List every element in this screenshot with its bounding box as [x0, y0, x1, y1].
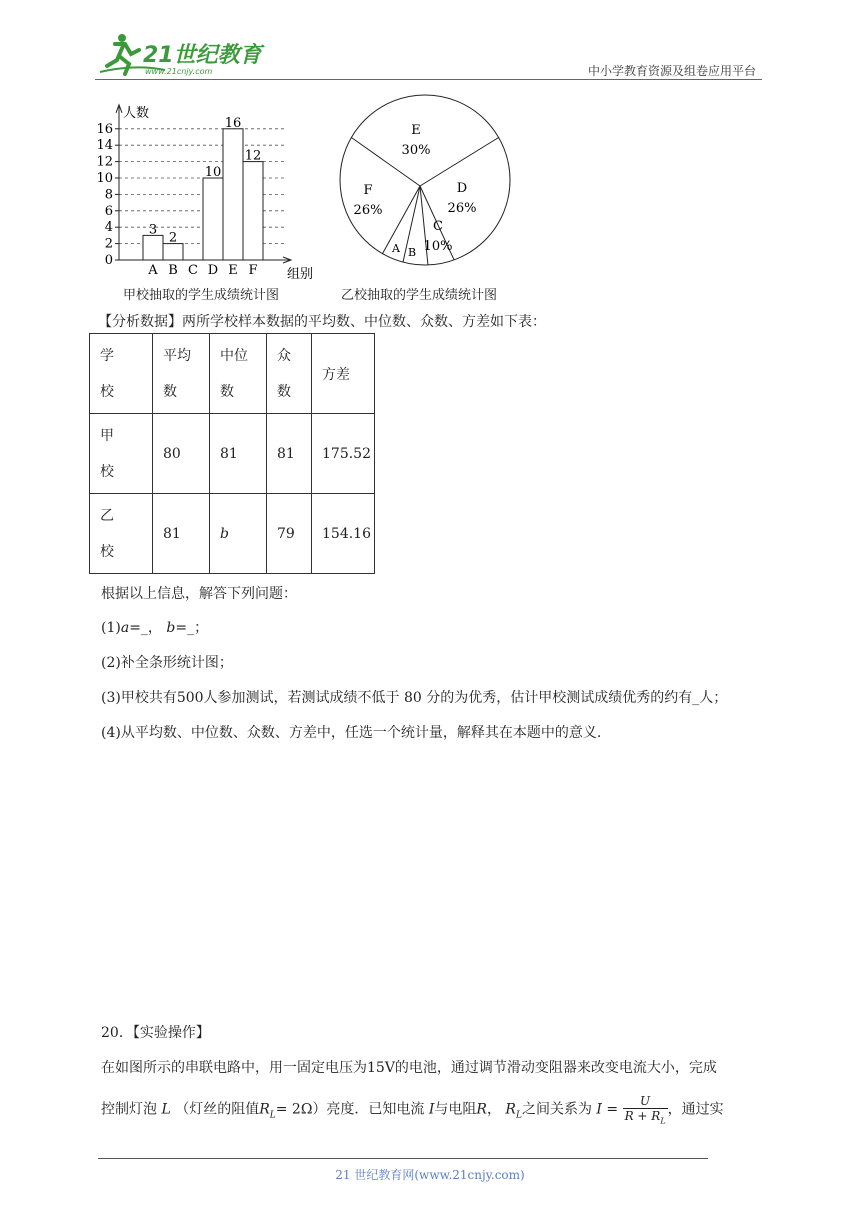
y-tick-label: 14 — [96, 138, 113, 154]
x-axis-label: 组别 — [287, 267, 314, 282]
page-header — [0, 0, 860, 80]
bar — [243, 162, 263, 260]
table-header-row — [90, 334, 375, 414]
x-tick-label: C — [188, 263, 198, 278]
x-tick-label: E — [228, 263, 238, 278]
bar-data-label: 12 — [244, 148, 262, 164]
pie-slice-label: D — [456, 181, 468, 196]
problem-20-title: 20．【实验操作】 — [101, 1025, 210, 1041]
figures-area — [95, 90, 555, 305]
y-tick-label: 0 — [104, 253, 113, 268]
stats-table — [89, 333, 375, 574]
x-tick-label: F — [248, 263, 258, 278]
row-median: 81 — [210, 414, 267, 494]
pie-slice-pct: 26% — [447, 201, 477, 216]
bar — [163, 244, 183, 260]
header-cell-school: 学 校 — [90, 334, 153, 414]
table-row — [90, 414, 375, 494]
y-tick-label: 6 — [104, 203, 113, 219]
row-variance: 154.16 — [312, 494, 375, 574]
bar — [143, 235, 163, 260]
pie-chart-caption: 乙校抽取的学生成绩统计图 — [341, 288, 498, 303]
pie-slice-label: E — [411, 123, 421, 138]
bar — [203, 178, 223, 260]
header-cell-mean: 平均 数 — [153, 334, 210, 414]
y-tick-label: 10 — [96, 171, 113, 186]
logo-text: 21世纪教育 — [143, 43, 262, 68]
y-tick-label: 2 — [104, 236, 113, 252]
row-variance: 175.52 — [312, 414, 375, 494]
site-logo — [95, 30, 265, 80]
y-tick-label: 8 — [104, 187, 113, 203]
y-tick-label: 4 — [104, 220, 113, 236]
bar — [223, 129, 243, 260]
pie-chart — [330, 90, 540, 280]
header-cell-variance: 方差 — [312, 334, 375, 414]
header-cell-median: 中位 数 — [210, 334, 267, 414]
row-mean: 80 — [153, 414, 210, 494]
y-tick-label: 12 — [96, 154, 113, 170]
question-3: (3)甲校共有500人参加测试，若测试成绩不低于 80 分的为优秀，估计甲校测试成绩优秀的约有_人； — [101, 690, 728, 706]
header-divider — [95, 79, 762, 80]
problem-20-line2: 控制灯泡 L （灯丝的阻值$R_L= 2\Omega$）亮度．已知电流 I与电阻R， $R_L$之间关系为 I = $\frac{U}{R + R_L}$ ，通过实 — [101, 1094, 724, 1126]
bar-chart — [95, 90, 325, 285]
bar-data-label: 10 — [204, 165, 222, 180]
row-school: 甲 校 — [90, 414, 153, 494]
pie-slice-pct: 26% — [353, 203, 383, 218]
x-tick-label: A — [148, 263, 158, 278]
header-platform-title: 中小学教育资源及组卷应用平台 — [587, 64, 756, 78]
pie-slice-label: A — [392, 242, 400, 255]
row-mean: 81 — [153, 494, 210, 574]
bar-data-label: 16 — [224, 115, 242, 131]
bar-chart-caption: 甲校抽取的学生成绩统计图 — [123, 288, 280, 303]
row-median: b — [210, 494, 267, 574]
table-row — [90, 494, 375, 574]
logo-url: www.21cnjy.com — [145, 67, 213, 76]
footer-divider — [98, 1158, 708, 1159]
bar-data-label: 3 — [148, 222, 158, 238]
row-mode: 81 — [267, 414, 312, 494]
y-axis-label: 人数 — [123, 105, 150, 121]
question-1: (1)a=_， b=_； — [101, 620, 209, 636]
x-tick-label: D — [207, 263, 219, 278]
x-tick-label: B — [168, 263, 178, 278]
pie-slice-label: B — [407, 246, 417, 259]
question-4: (4)从平均数、中位数、众数、方差中，任选一个统计量，解释其在本题中的意义. — [101, 725, 602, 741]
row-school: 乙 校 — [90, 494, 153, 574]
pie-slice-label: F — [363, 183, 373, 198]
pie-slice-label: C — [433, 219, 443, 234]
header-cell-mode: 众 数 — [267, 334, 312, 414]
question-2: (2)补全条形统计图； — [101, 655, 233, 671]
analysis-heading: 【分析数据】两所学校样本数据的平均数、中位数、众数、方差如下表： — [98, 314, 546, 330]
question-intro: 根据以上信息，解答下列问题： — [101, 586, 297, 602]
pie-slice-pct: 10% — [423, 239, 453, 254]
bar-data-label: 2 — [168, 230, 178, 246]
row-mode: 79 — [267, 494, 312, 574]
page-footer: 21 世纪教育网(www.21cnjy.com) — [335, 1168, 525, 1182]
y-tick-label: 16 — [96, 121, 113, 137]
formula: I = $\frac{U}{R + R_L}$ — [596, 1094, 666, 1126]
pie-slice-pct: 30% — [401, 143, 431, 158]
problem-20-line1: 在如图所示的串联电路中，用一固定电压为15V的电池，通过调节滑动变阻器来改变电流大小，完成 — [101, 1060, 717, 1076]
